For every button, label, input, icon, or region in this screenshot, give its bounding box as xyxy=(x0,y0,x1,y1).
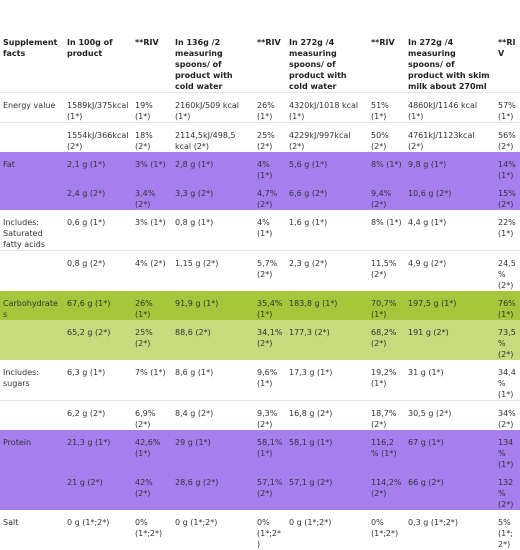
table-cell: 11,5% (2*) xyxy=(368,251,405,292)
table-cell: 9,3% (2*) xyxy=(254,401,286,431)
table-cell: 57,1% (2*) xyxy=(254,470,286,510)
table-cell: 15% (2*) xyxy=(495,181,520,210)
table-cell: 68,2% (2*) xyxy=(368,320,405,360)
nutrient-label xyxy=(0,123,64,153)
table-cell: 132% (2*) xyxy=(495,470,520,510)
table-cell: 91,9 g (1*) xyxy=(172,291,254,320)
table-cell: 10,6 g (2*) xyxy=(405,181,495,210)
table-cell: 7% (1*) xyxy=(132,360,172,401)
table-cell: 191 g (2*) xyxy=(405,320,495,360)
table-cell: 197,5 g (1*) xyxy=(405,291,495,320)
table-cell: 8% (1*) xyxy=(368,210,405,251)
table-cell: 16,8 g (2*) xyxy=(286,401,368,431)
table-cell: 4% (1*) xyxy=(254,210,286,251)
table-cell: 4860kJ/1146 kcal (1*) xyxy=(405,93,495,123)
table-cell: 0,8 g (1*) xyxy=(172,210,254,251)
table-cell: 56% (2*) xyxy=(495,123,520,153)
table-cell: 5,6 g (1*) xyxy=(286,152,368,181)
table-cell: 0% (1*;2*) xyxy=(132,510,172,550)
table-cell: 29 g (1*) xyxy=(172,430,254,470)
table-row xyxy=(0,181,520,210)
column-header-supplement-facts: Supplement facts xyxy=(0,0,64,93)
table-cell: 9,8 g (1*) xyxy=(405,152,495,181)
table-cell: 25% (2*) xyxy=(132,320,172,360)
table-cell: 28,6 g (2*) xyxy=(172,470,254,510)
nutrient-label: Salt xyxy=(0,510,64,550)
table-cell: 58,1% (1*) xyxy=(254,430,286,470)
nutrient-label: Energy value xyxy=(0,93,64,123)
table-cell: 134% (1*) xyxy=(495,430,520,470)
table-cell: 34% (2*) xyxy=(495,401,520,431)
table-cell: 4,7% (2*) xyxy=(254,181,286,210)
table-cell: 50% (2*) xyxy=(368,123,405,153)
table-cell: 2,1 g (1*) xyxy=(64,152,132,181)
table-cell: 4,9 g (2*) xyxy=(405,251,495,292)
table-cell: 8% (1*) xyxy=(368,152,405,181)
table-cell: 66 g (2*) xyxy=(405,470,495,510)
nutrient-label xyxy=(0,320,64,360)
table-cell: 73,5% (2*) xyxy=(495,320,520,360)
column-header-riv: **RIV xyxy=(368,0,405,93)
table-cell: 21 g (2*) xyxy=(64,470,132,510)
table-cell: 67 g (1*) xyxy=(405,430,495,470)
nutrient-label xyxy=(0,251,64,292)
table-cell: 2,3 g (2*) xyxy=(286,251,368,292)
table-cell: 22% (1*) xyxy=(495,210,520,251)
table-cell: 3% (1*) xyxy=(132,210,172,251)
table-cell: 35,4% (1*) xyxy=(254,291,286,320)
table-cell: 0 g (1*;2*) xyxy=(286,510,368,550)
column-header-272g-cold-water: In 272g /4 measuring spoons/ of product with cold water xyxy=(286,0,368,93)
table-cell: 4229kJ/997kcal (2*) xyxy=(286,123,368,153)
table-cell: 0% (1*;2*) xyxy=(254,510,286,550)
column-header-riv: **RIV xyxy=(495,0,520,93)
table-cell: 18% (2*) xyxy=(132,123,172,153)
table-header-row xyxy=(0,0,520,93)
table-cell: 4761kJ/1123kcal (2*) xyxy=(405,123,495,153)
table-cell: 57,1 g (2*) xyxy=(286,470,368,510)
table-cell: 21,3 g (1*) xyxy=(64,430,132,470)
table-row xyxy=(0,510,520,550)
column-header-riv: **RIV xyxy=(254,0,286,93)
table-cell: 58,1 g (1*) xyxy=(286,430,368,470)
table-cell: 2114,5kJ/498,5 kcal (2*) xyxy=(172,123,254,153)
table-row xyxy=(0,152,520,181)
table-cell: 24,5% (2*) xyxy=(495,251,520,292)
table-cell: 183,8 g (1*) xyxy=(286,291,368,320)
table-cell: 25% (2*) xyxy=(254,123,286,153)
table-cell: 31 g (1*) xyxy=(405,360,495,401)
nutrient-label xyxy=(0,181,64,210)
table-cell: 17,3 g (1*) xyxy=(286,360,368,401)
table-cell: 88,6 (2*) xyxy=(172,320,254,360)
table-cell: 8,6 g (1*) xyxy=(172,360,254,401)
table-cell: 0,8 g (2*) xyxy=(64,251,132,292)
column-header-per-100g: In 100g of product xyxy=(64,0,132,93)
table-cell: 2,8 g (1*) xyxy=(172,152,254,181)
table-row xyxy=(0,401,520,431)
table-row xyxy=(0,251,520,292)
table-cell: 26% (1*) xyxy=(132,291,172,320)
table-cell: 6,2 g (2*) xyxy=(64,401,132,431)
table-cell: 3% (1*) xyxy=(132,152,172,181)
table-cell: 51% (1*) xyxy=(368,93,405,123)
table-cell: 14% (1*) xyxy=(495,152,520,181)
table-row xyxy=(0,93,520,123)
table-cell: 34,1% (2*) xyxy=(254,320,286,360)
table-cell: 9,4% (2*) xyxy=(368,181,405,210)
table-cell: 1554kJ/366kcal (2*) xyxy=(64,123,132,153)
nutrient-label xyxy=(0,470,64,510)
table-cell: 76% (1*) xyxy=(495,291,520,320)
table-cell: 4320kJ/1018 kcal (1*) xyxy=(286,93,368,123)
nutrient-label: Carbohydrates xyxy=(0,291,64,320)
table-cell: 2,4 g (2*) xyxy=(64,181,132,210)
table-cell: 42,6% (1*) xyxy=(132,430,172,470)
table-cell: 19,2% (1*) xyxy=(368,360,405,401)
table-cell: 1,15 g (2*) xyxy=(172,251,254,292)
table-cell: 0 g (1*;2*) xyxy=(64,510,132,550)
table-row xyxy=(0,430,520,470)
table-cell: 57% (1*) xyxy=(495,93,520,123)
table-cell: 4,4 g (1*) xyxy=(405,210,495,251)
table-cell: 67,6 g (1*) xyxy=(64,291,132,320)
table-cell: 0% (1*;2*) xyxy=(368,510,405,550)
table-cell: 114,2% (2*) xyxy=(368,470,405,510)
table-cell: 18,7% (2*) xyxy=(368,401,405,431)
table-cell: 70,7% (1*) xyxy=(368,291,405,320)
table-row xyxy=(0,470,520,510)
table-cell: 9,6% (1*) xyxy=(254,360,286,401)
table-cell: 30,5 g (2*) xyxy=(405,401,495,431)
table-cell: 177,3 (2*) xyxy=(286,320,368,360)
table-cell: 3,4% (2*) xyxy=(132,181,172,210)
table-cell: 1589kJ/375kcal (1*) xyxy=(64,93,132,123)
table-row xyxy=(0,360,520,401)
nutrient-label: Includes: sugars xyxy=(0,360,64,401)
table-cell: 26% (1*) xyxy=(254,93,286,123)
nutrient-label: Includes: Saturated fatty acids xyxy=(0,210,64,251)
table-cell: 1,6 g (1*) xyxy=(286,210,368,251)
table-cell: 34,4% (1*) xyxy=(495,360,520,401)
table-cell: 0 g (1*;2*) xyxy=(172,510,254,550)
column-header-272g-skim-milk: In 272g /4 measuring spoons/ of product with skim milk about 270ml xyxy=(405,0,495,93)
table-cell: 2160kJ/509 kcal (1*) xyxy=(172,93,254,123)
nutrient-label: Protein xyxy=(0,430,64,470)
table-cell: 6,9% (2*) xyxy=(132,401,172,431)
table-cell: 4% (2*) xyxy=(132,251,172,292)
table-row xyxy=(0,210,520,251)
table-cell: 0,6 g (1*) xyxy=(64,210,132,251)
table-cell: 19% (1*) xyxy=(132,93,172,123)
table-cell: 116,2 % (1*) xyxy=(368,430,405,470)
table-row xyxy=(0,123,520,153)
table-row xyxy=(0,291,520,320)
table-cell: 4% (1*) xyxy=(254,152,286,181)
table-cell: 5% (1*;2*) xyxy=(495,510,520,550)
table-cell: 6,6 g (2*) xyxy=(286,181,368,210)
table-cell: 6,3 g (1*) xyxy=(64,360,132,401)
table-cell: 0,3 g (1*;2*) xyxy=(405,510,495,550)
column-header-136g-cold-water: In 136g /2 measuring spoons/ of product with cold water xyxy=(172,0,254,93)
table-cell: 5,7% (2*) xyxy=(254,251,286,292)
table-cell: 3,3 g (2*) xyxy=(172,181,254,210)
table-cell: 42% (2*) xyxy=(132,470,172,510)
table-cell: 8,4 g (2*) xyxy=(172,401,254,431)
nutrient-label: Fat xyxy=(0,152,64,181)
table-row xyxy=(0,320,520,360)
table-cell: 65,2 g (2*) xyxy=(64,320,132,360)
column-header-riv: **RIV xyxy=(132,0,172,93)
nutrient-label xyxy=(0,401,64,431)
